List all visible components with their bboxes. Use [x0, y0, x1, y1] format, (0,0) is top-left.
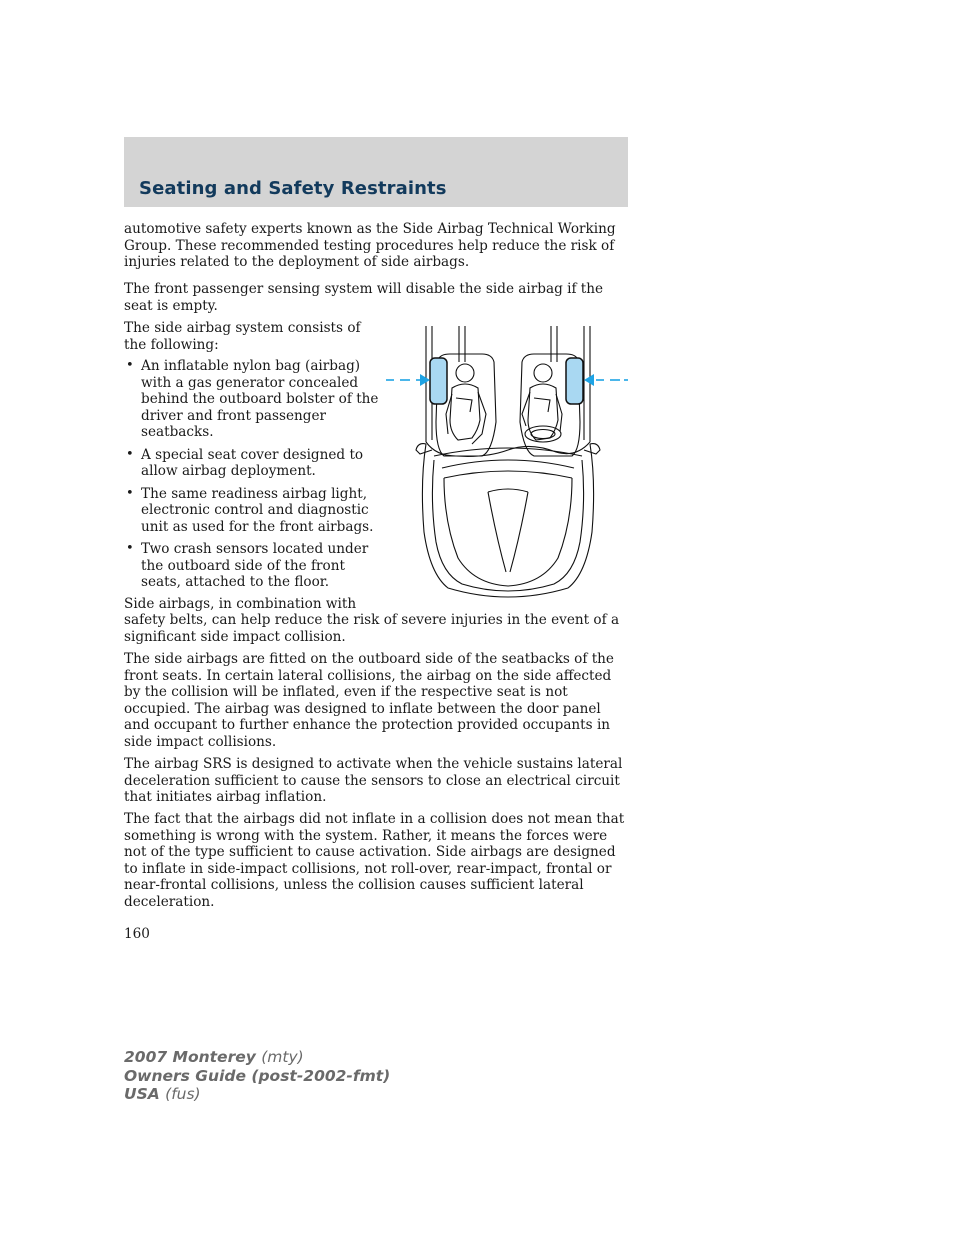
section-header-band: [124, 137, 628, 207]
list-item-text: An inflatable nylon bag (airbag) with a gas generator concealed behind the outboard bolster of the driver and front passenger seatbacks.: [141, 358, 379, 440]
list-item: [124, 447, 386, 480]
section-title: Seating and Safety Restraints: [139, 178, 447, 199]
side-airbag-car-topview-illustration: [386, 322, 630, 602]
paragraph-combination-rest: safety belts, can help reduce the risk of severe injuries in the event of a significant side impact collision.: [124, 612, 620, 645]
paragraph-system-consists: The side airbag system consists of the following:: [124, 320, 361, 353]
footer-region-code: (fus): [165, 1085, 201, 1103]
paragraph-combination-start: Side airbags, in combination with: [124, 596, 357, 612]
paragraph-non-inflation: The fact that the airbags did not inflate in a collision does not mean that something is wrong with the system. Rather, it means the forces were not of the type sufficient to cause activation. Side airbags are designed to inflate in side-impact collisions, not roll-over, rear-impact, frontal or near-frontal collisions, unless the collision causes sufficient lateral deceleration.: [124, 811, 625, 910]
footer-line-model: [124, 1048, 390, 1067]
paragraph-activation: The airbag SRS is designed to activate when the vehicle sustains lateral deceleration sufficient to cause the sensors to close an electrical circuit that initiates airbag inflation.: [124, 756, 623, 805]
list-item-text: Two crash sensors located under the outboard side of the front seats, attached to the floor.: [141, 541, 369, 590]
document-footer: [124, 1048, 390, 1104]
bullet-marker: •: [126, 358, 134, 373]
footer-model-code: (mty): [261, 1048, 304, 1066]
paragraph-airbag-location: The side airbags are fitted on the outboard side of the seatbacks of the front seats. In certain lateral collisions, the airbag on the side affected by the collision will be inflated, even if the respective seat is not occupied. The airbag was designed to inflate between the door panel and occupant to further enhance the protection provided occupants in side impact collisions.: [124, 651, 614, 750]
page-number: 160: [124, 926, 150, 942]
list-item-text: The same readiness airbag light, electronic control and diagnostic unit as used for the front airbags.: [141, 485, 374, 535]
list-item: [124, 358, 386, 441]
footer-line-region: [124, 1085, 390, 1104]
bullet-marker: •: [126, 485, 134, 501]
list-item: [124, 486, 386, 536]
footer-model: 2007 Monterey: [124, 1048, 256, 1066]
footer-guide: Owners Guide (post-2002-fmt): [124, 1066, 391, 1085]
paragraph-passenger-sensing: The front passenger sensing system will disable the side airbag if the seat is empty.: [124, 281, 604, 314]
bullet-marker: •: [126, 446, 134, 462]
component-list: [124, 358, 386, 597]
list-item-text: A special seat cover designed to allow airbag deployment.: [141, 446, 364, 479]
paragraph-intro: automotive safety experts known as the Side Airbag Technical Working Group. These recommended testing procedures help reduce the risk of injuries related to the deployment of side airbags.: [124, 221, 616, 270]
car-topview-svg: [386, 322, 630, 602]
bullet-marker: •: [126, 541, 134, 556]
list-item: [124, 541, 386, 591]
footer-region: USA: [124, 1085, 160, 1103]
